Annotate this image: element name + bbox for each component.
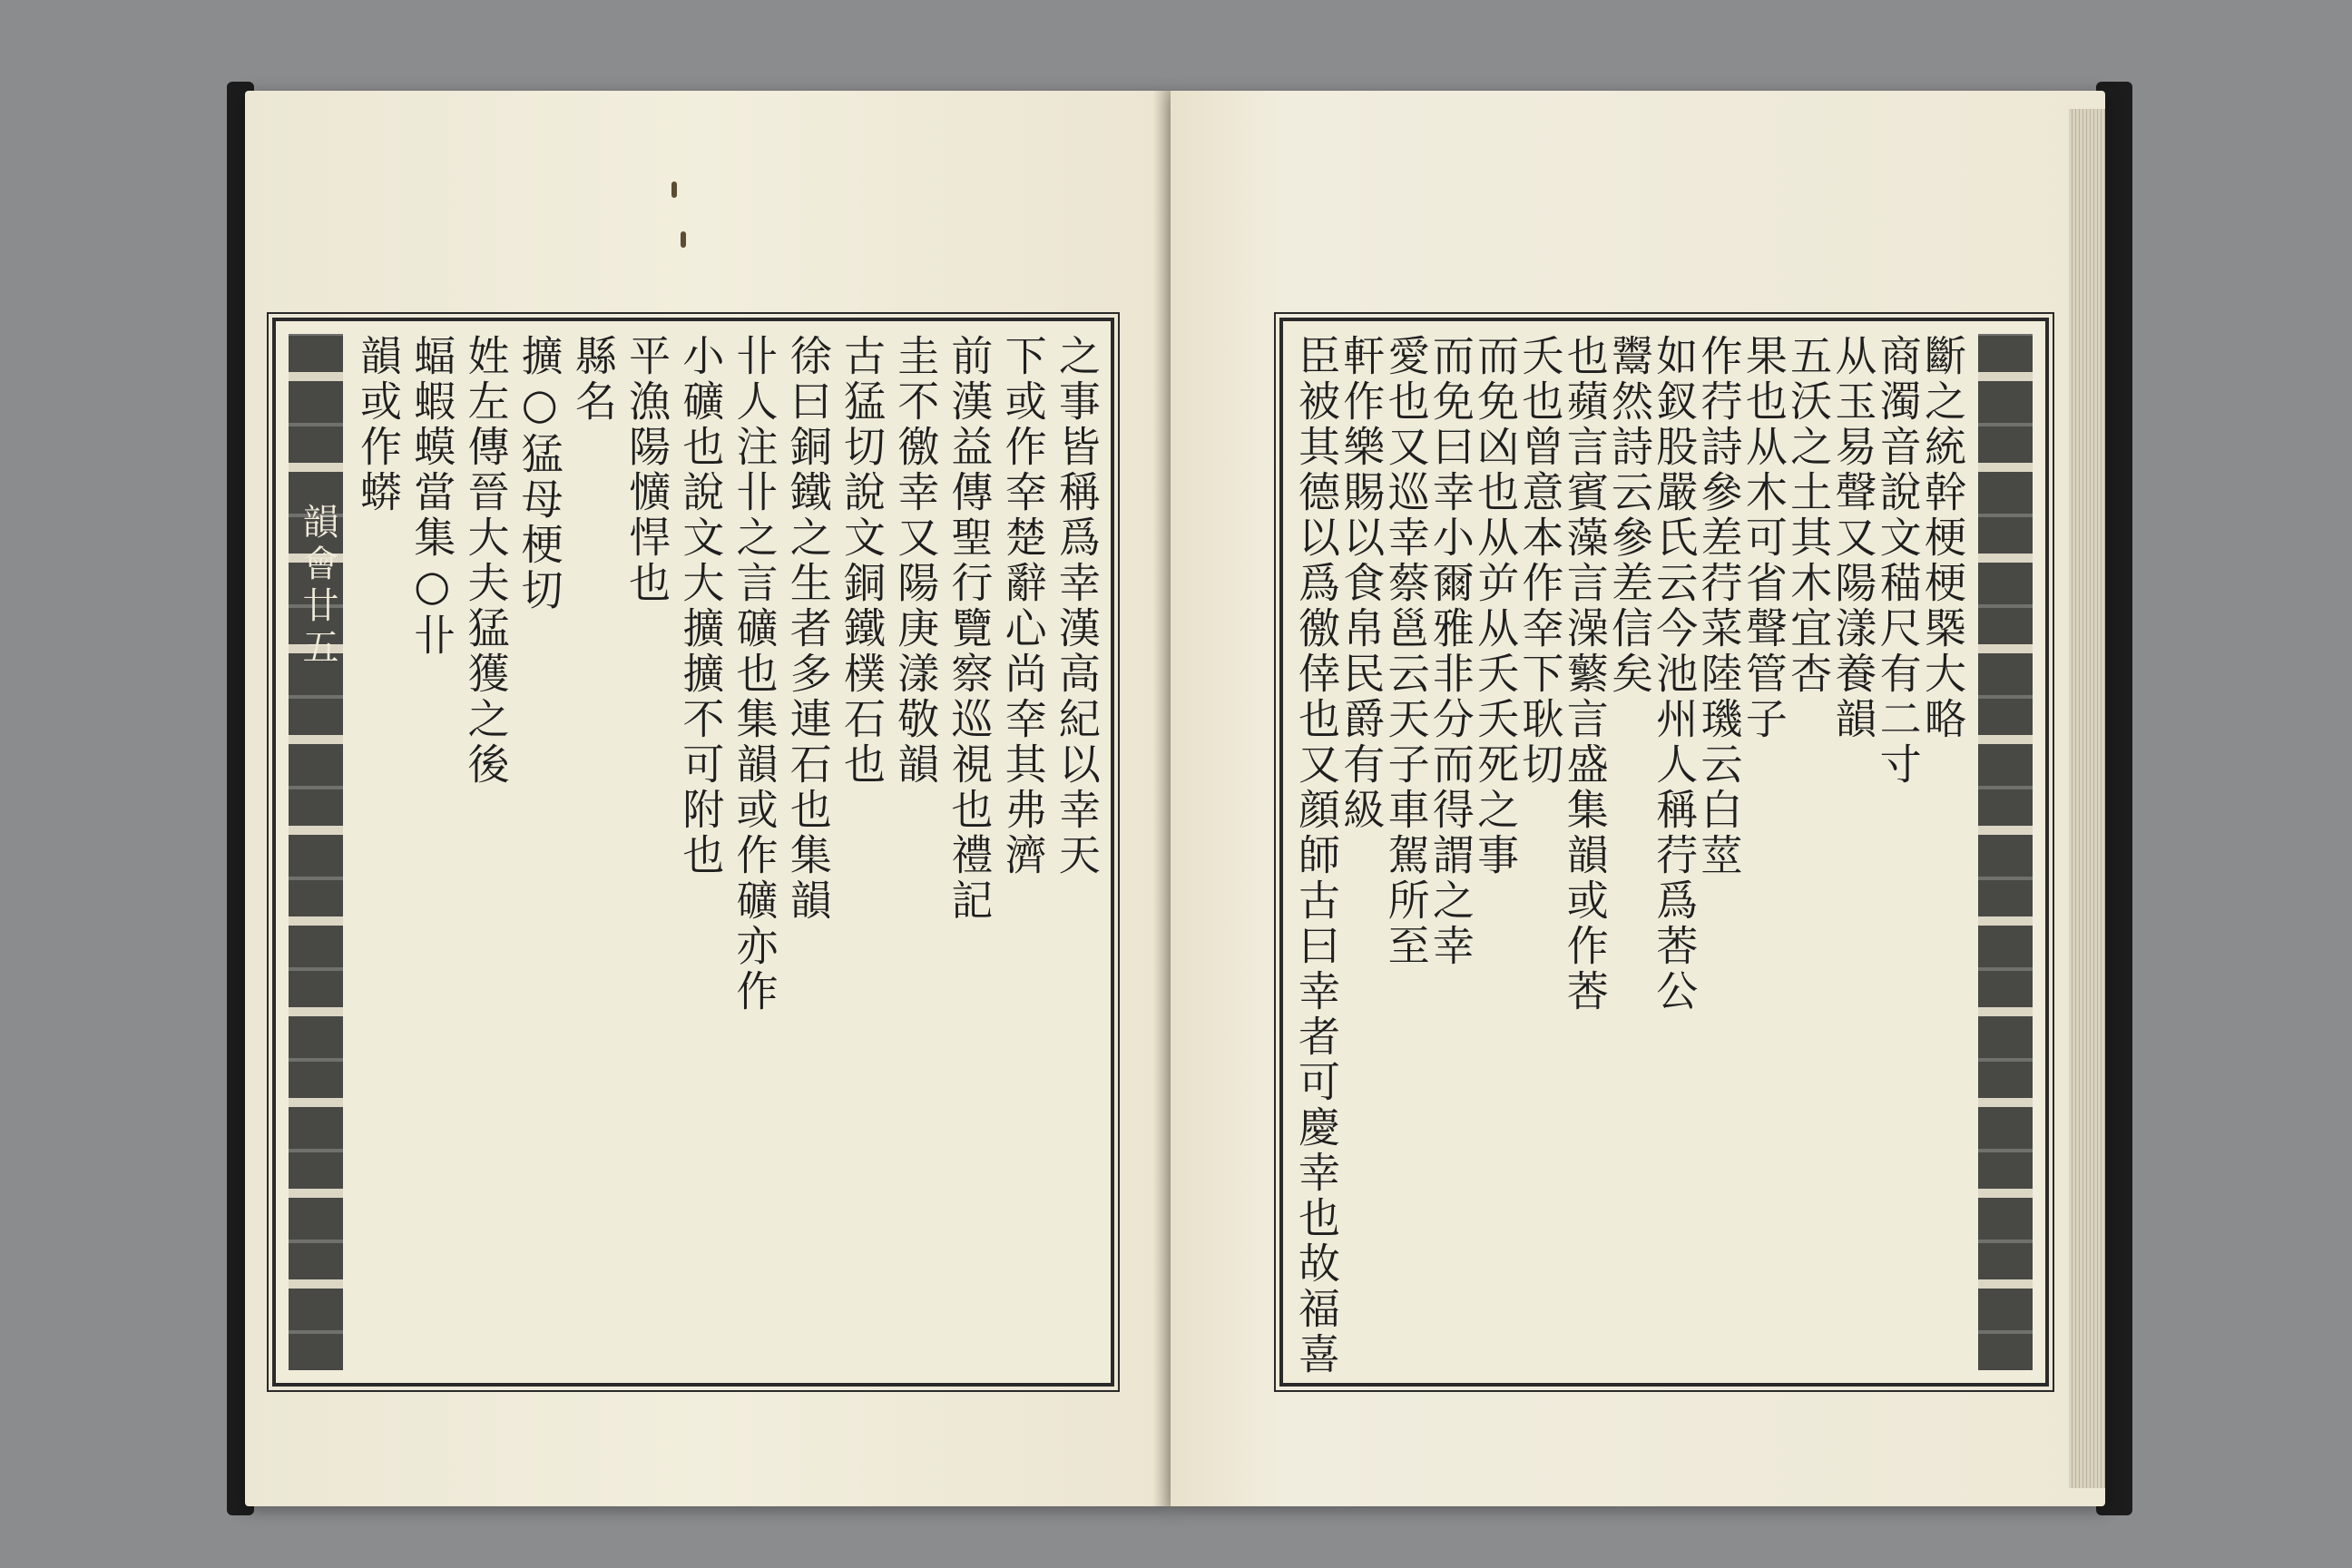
text-column: 軒作樂賜以食帛民爵有級 xyxy=(1337,334,1387,833)
text-column: 縣名 xyxy=(568,334,618,425)
paper-spot xyxy=(681,231,686,248)
text-column: 夭也曾意本作㚔下耿切 xyxy=(1515,334,1565,788)
text-column: 蝠蝦蟆當集○卝 xyxy=(407,334,457,659)
left-text-frame xyxy=(272,318,1114,1387)
left-fold-label: 韻會廿五 xyxy=(297,503,338,670)
text-column: 而免凶也从屰从夭夭死之事 xyxy=(1471,334,1521,878)
text-column: 小礦也說文大擴擴不可附也 xyxy=(676,334,726,878)
text-column: 斷之統幹梗梗槩大略 xyxy=(1917,334,1967,742)
text-column: 也蘋言賓藻言澡蘩言盛集韻或作莕 xyxy=(1560,334,1610,1014)
text-column: 前漢益傳聖行覽察巡視也禮記 xyxy=(945,334,995,924)
paper-spot xyxy=(671,181,677,198)
text-column: 商濁音說文䅦尺有二寸 xyxy=(1873,334,1923,788)
text-column: 平漁陽懭悍也 xyxy=(622,334,672,606)
text-column: 之事皆稱爲幸漢高紀以幸天 xyxy=(1052,334,1102,878)
text-column: 徐曰銅鐵之生者多連石也集韻 xyxy=(783,334,833,924)
text-column: 韻或作蟒 xyxy=(354,334,403,515)
left-page-fold-strip xyxy=(289,334,343,1370)
text-column: 从玉易聲又陽漾養韻 xyxy=(1828,334,1878,742)
text-column: 鬻然詩云參差信矣 xyxy=(1604,334,1654,697)
text-column: 五沃之土其木宜杏 xyxy=(1784,334,1834,697)
text-column: 果也从木可省聲管子 xyxy=(1739,334,1788,742)
text-column: 而免曰幸小爾雅非分而得謂之幸 xyxy=(1426,334,1475,969)
right-text-columns xyxy=(1292,334,1967,1377)
text-column: 下或作㚔楚辭心尚㚔其弗濟 xyxy=(998,334,1048,878)
text-column: 古猛切說文銅鐵樸石也 xyxy=(837,334,887,788)
open-book xyxy=(227,91,2114,1506)
text-column: 如釵股嚴氏云今池州人稱荇爲莕公 xyxy=(1650,334,1700,1014)
text-column: 卝人注卝之言礦也集韻或作礦亦作 xyxy=(730,334,779,1014)
right-text-frame xyxy=(1279,318,2049,1387)
text-column: 臣被其德以爲徼倖也又顔師古曰幸者可慶幸也故福喜 xyxy=(1292,334,1341,1377)
text-column: 擴○猛母梗切 xyxy=(514,334,564,613)
right-page xyxy=(1171,91,2105,1506)
text-column: 圭不徼幸又陽庚漾敬韻 xyxy=(891,334,941,788)
text-column: 作荇詩參差荇菜陸璣云白莖 xyxy=(1694,334,1744,878)
left-page xyxy=(245,91,1171,1506)
left-text-columns xyxy=(354,334,1102,1370)
text-column: 姓左傳晉大夫猛獲之後 xyxy=(461,334,511,788)
text-column: 愛也又巡幸蔡邕云天子車駕所至 xyxy=(1381,334,1431,969)
page-stack-edge xyxy=(2069,109,2105,1488)
right-page-fold-strip xyxy=(1978,334,2033,1370)
